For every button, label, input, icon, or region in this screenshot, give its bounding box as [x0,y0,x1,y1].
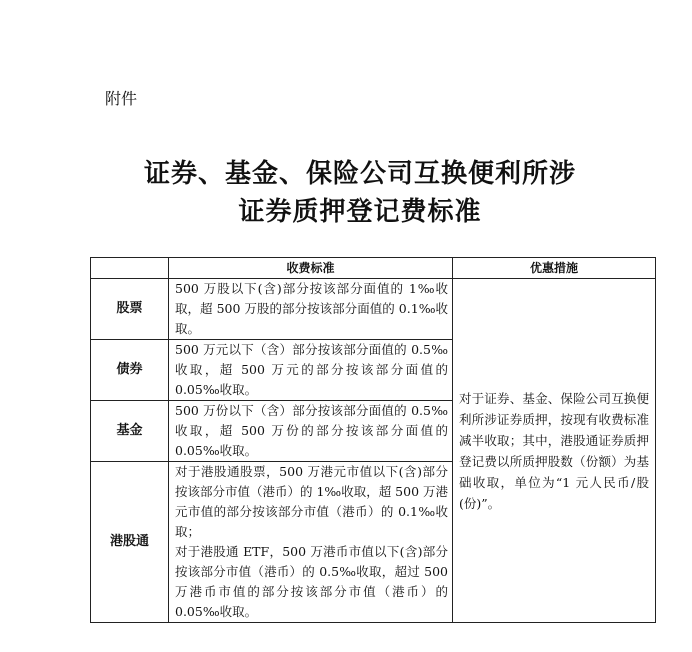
page-title-line2: 证券质押登记费标准 [238,197,482,227]
header-fee-standard: 收费标准 [169,258,453,279]
discount-cell: 对于证券、基金、保险公司互换便利所涉证券质押，按现有收费标准减半收取；其中，港股通证券质押登记费以所质押股数（份额）为基础收取，单位为“1 元人民币/股(份)”。 [453,279,656,623]
fee-cell: 500 万股以下(含)部分按该部分面值的 1‰收取，超 500 万股的部分按该部分面值的 0.1‰收取。 [169,279,453,340]
attachment-label: 附件 [105,89,138,108]
fee-cell: 500 万元以下（含）部分按该部分面值的 0.5‰收取，超 500 万元的部分按该部分面值的 0.05‰收取。 [169,340,453,401]
table-header-row [91,258,656,279]
category-cell: 股票 [91,279,169,340]
fee-paragraph-etf: 对于港股通 ETF，500 万港币市值以下(含)部分按该部分市值（港币）的 0.5‰收取，超过 500 万港币市值的部分按该部分市值（港币）的 0.05‰收取。 [175,544,448,619]
page-title-line1: 证券、基金、保险公司互换便利所涉 [143,159,576,189]
category-cell: 港股通 [91,462,169,623]
header-empty [91,258,169,279]
category-cell: 基金 [91,401,169,462]
fee-paragraph-stock: 对于港股通股票，500 万港元市值以下(含)部分按该部分市值（港币）的 1‰收取，超 500 万港元市值的部分按该部分市值（港币）的 0.1‰收取； [175,464,449,539]
table-row [91,279,656,340]
category-cell: 债券 [91,340,169,401]
fee-cell: 500 万份以下（含）部分按该部分面值的 0.5‰收取，超 500 万份的部分按该部分面值的 0.05‰收取。 [169,401,453,462]
header-discount: 优惠措施 [453,258,656,279]
fee-table [90,257,656,623]
fee-cell [169,462,453,623]
